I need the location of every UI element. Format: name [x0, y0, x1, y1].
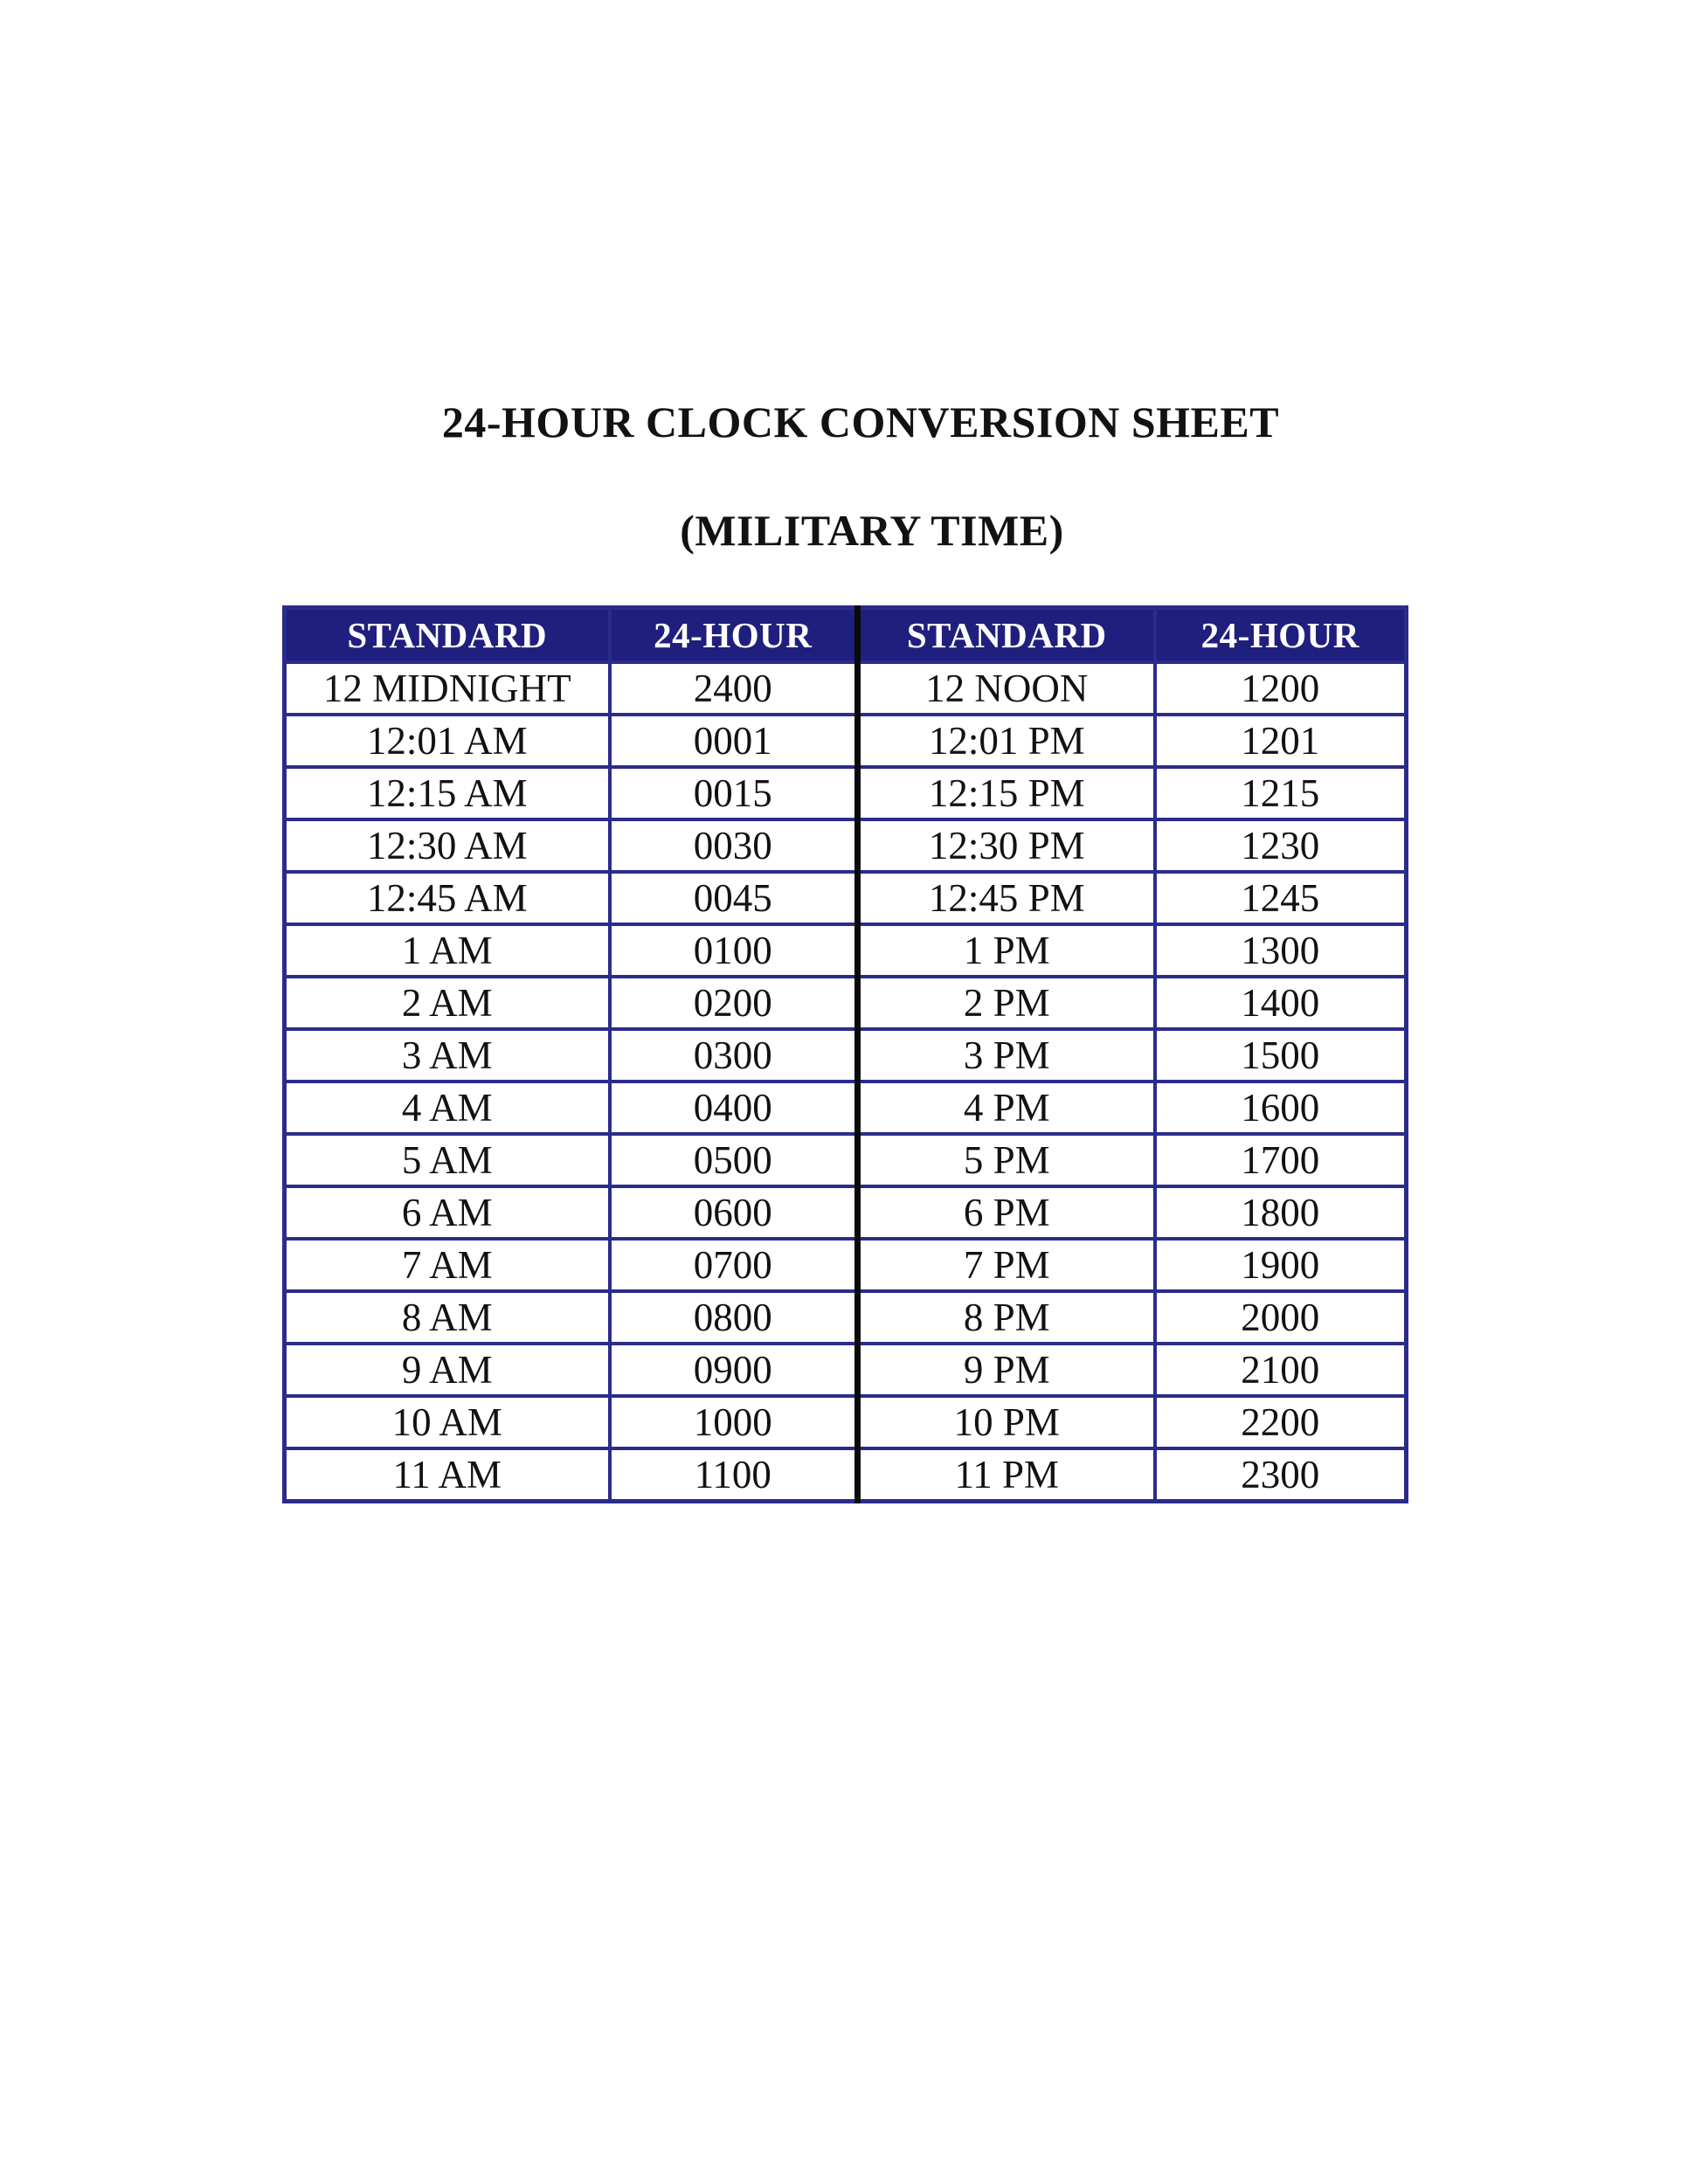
standard-time-cell: 5 AM: [285, 1134, 610, 1186]
table-row: [285, 662, 1407, 715]
military-time-cell: 2000: [1155, 1291, 1407, 1344]
military-time-cell: 1800: [1155, 1186, 1407, 1239]
table-row: [285, 1134, 1407, 1186]
standard-time-cell: 9 PM: [858, 1344, 1155, 1396]
standard-time-cell: 4 AM: [285, 1082, 610, 1134]
standard-time-cell: 12:45 PM: [858, 872, 1155, 924]
standard-time-cell: 8 AM: [285, 1291, 610, 1344]
standard-time-cell: 6 PM: [858, 1186, 1155, 1239]
page-title: [17, 395, 1688, 557]
military-time-cell: 0100: [610, 924, 858, 977]
table-row: [285, 1344, 1407, 1396]
military-time-cell: 0045: [610, 872, 858, 924]
standard-time-cell: 4 PM: [858, 1082, 1155, 1134]
page-title-line1: 24-HOUR CLOCK CONVERSION SHEET: [441, 397, 1280, 446]
standard-time-cell: 2 PM: [858, 977, 1155, 1029]
standard-time-cell: 5 PM: [858, 1134, 1155, 1186]
standard-time-cell: 12:30 PM: [858, 819, 1155, 872]
table-row: [285, 1396, 1407, 1448]
table-row: [285, 977, 1407, 1029]
table-row: [285, 1082, 1407, 1134]
standard-time-cell: 8 PM: [858, 1291, 1155, 1344]
standard-time-cell: 10 AM: [285, 1396, 610, 1448]
table-row: [285, 1291, 1407, 1344]
military-time-cell: 1500: [1155, 1029, 1407, 1082]
standard-time-cell: 11 AM: [285, 1448, 610, 1502]
military-time-cell: 1230: [1155, 819, 1407, 872]
standard-time-cell: 6 AM: [285, 1186, 610, 1239]
header-standard-left: STANDARD: [285, 608, 610, 663]
standard-time-cell: 3 PM: [858, 1029, 1155, 1082]
standard-time-cell: 10 PM: [858, 1396, 1155, 1448]
military-time-cell: 2100: [1155, 1344, 1407, 1396]
standard-time-cell: 12 NOON: [858, 662, 1155, 715]
military-time-cell: 0900: [610, 1344, 858, 1396]
header-24hour-left: 24-HOUR: [610, 608, 858, 663]
header-standard-right: STANDARD: [858, 608, 1155, 663]
military-time-cell: 1100: [610, 1448, 858, 1502]
standard-time-cell: 3 AM: [285, 1029, 610, 1082]
table-header-row: [285, 608, 1407, 663]
standard-time-cell: 2 AM: [285, 977, 610, 1029]
military-time-cell: 0015: [610, 767, 858, 819]
table-row: [285, 715, 1407, 767]
military-time-cell: 2400: [610, 662, 858, 715]
standard-time-cell: 7 AM: [285, 1239, 610, 1291]
table-row: [285, 767, 1407, 819]
table-row: [285, 924, 1407, 977]
table-row: [285, 1448, 1407, 1502]
standard-time-cell: 12:45 AM: [285, 872, 610, 924]
military-time-cell: 0500: [610, 1134, 858, 1186]
military-time-cell: 2200: [1155, 1396, 1407, 1448]
standard-time-cell: 12 MIDNIGHT: [285, 662, 610, 715]
military-time-cell: 1300: [1155, 924, 1407, 977]
military-time-cell: 1900: [1155, 1239, 1407, 1291]
standard-time-cell: 12:01 AM: [285, 715, 610, 767]
military-time-cell: 0400: [610, 1082, 858, 1134]
military-time-cell: 1700: [1155, 1134, 1407, 1186]
military-time-cell: 0700: [610, 1239, 858, 1291]
military-time-cell: 0800: [610, 1291, 858, 1344]
military-time-cell: 1245: [1155, 872, 1407, 924]
military-time-cell: 2300: [1155, 1448, 1407, 1502]
standard-time-cell: 12:30 AM: [285, 819, 610, 872]
header-24hour-right: 24-HOUR: [1155, 608, 1407, 663]
standard-time-cell: 12:15 PM: [858, 767, 1155, 819]
table-row: [285, 1029, 1407, 1082]
military-time-cell: 1200: [1155, 662, 1407, 715]
standard-time-cell: 7 PM: [858, 1239, 1155, 1291]
standard-time-cell: 1 PM: [858, 924, 1155, 977]
military-time-cell: 1600: [1155, 1082, 1407, 1134]
standard-time-cell: 1 AM: [285, 924, 610, 977]
table-row: [285, 819, 1407, 872]
military-time-cell: 0030: [610, 819, 858, 872]
military-time-cell: 0200: [610, 977, 858, 1029]
page-title-line2: (MILITARY TIME): [680, 506, 1064, 555]
military-time-cell: 1215: [1155, 767, 1407, 819]
table-row: [285, 1186, 1407, 1239]
standard-time-cell: 12:15 AM: [285, 767, 610, 819]
military-time-cell: 1400: [1155, 977, 1407, 1029]
table-row: [285, 1239, 1407, 1291]
military-time-cell: 0300: [610, 1029, 858, 1082]
military-time-cell: 1201: [1155, 715, 1407, 767]
table-row: [285, 872, 1407, 924]
military-time-cell: 0001: [610, 715, 858, 767]
standard-time-cell: 9 AM: [285, 1344, 610, 1396]
military-time-cell: 0600: [610, 1186, 858, 1239]
time-conversion-table: [282, 605, 1408, 1503]
standard-time-cell: 12:01 PM: [858, 715, 1155, 767]
standard-time-cell: 11 PM: [858, 1448, 1155, 1502]
military-time-cell: 1000: [610, 1396, 858, 1448]
